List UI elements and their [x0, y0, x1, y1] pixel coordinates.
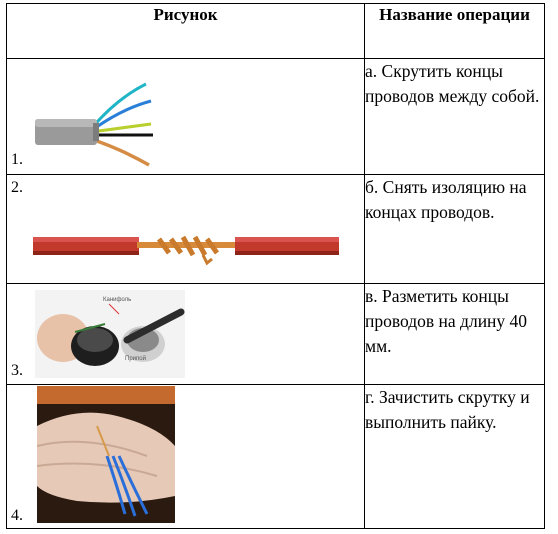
twisted-wires-image: [31, 221, 341, 271]
header-row: [7, 4, 545, 59]
row-number-2: 2.: [11, 179, 23, 196]
figure-cell-1: [7, 59, 365, 175]
table-row: [7, 284, 545, 385]
operation-cell-2: б. Снять изоляцию на концах проводов.: [365, 175, 545, 284]
header-operation: Название операции: [365, 4, 545, 59]
table-row: [7, 59, 545, 175]
row-number-3: 3.: [11, 362, 23, 379]
stripped-wires-photo: [37, 386, 175, 523]
rosin-label: Канифоль: [103, 297, 132, 303]
table-row: [7, 385, 545, 529]
cable-ends-image: [31, 69, 161, 169]
table-row: [7, 175, 545, 284]
soldering-photo: [35, 290, 185, 378]
operation-cell-3: в. Разметить концы проводов на длину 40 мм.: [365, 284, 545, 385]
figure-cell-2: [7, 175, 365, 284]
figure-cell-4: [7, 385, 365, 529]
solder-label: Припой: [125, 356, 146, 362]
operation-cell-4: г. Зачистить скрутку и выполнить пайку.: [365, 385, 545, 529]
header-figure: Рисунок: [7, 4, 365, 59]
row-number-4: 4.: [11, 507, 23, 524]
operations-table: [6, 3, 545, 529]
row-number-1: 1.: [11, 151, 23, 168]
operation-cell-1: а. Скрутить концы проводов между собой.: [365, 59, 545, 175]
figure-cell-3: [7, 284, 365, 385]
